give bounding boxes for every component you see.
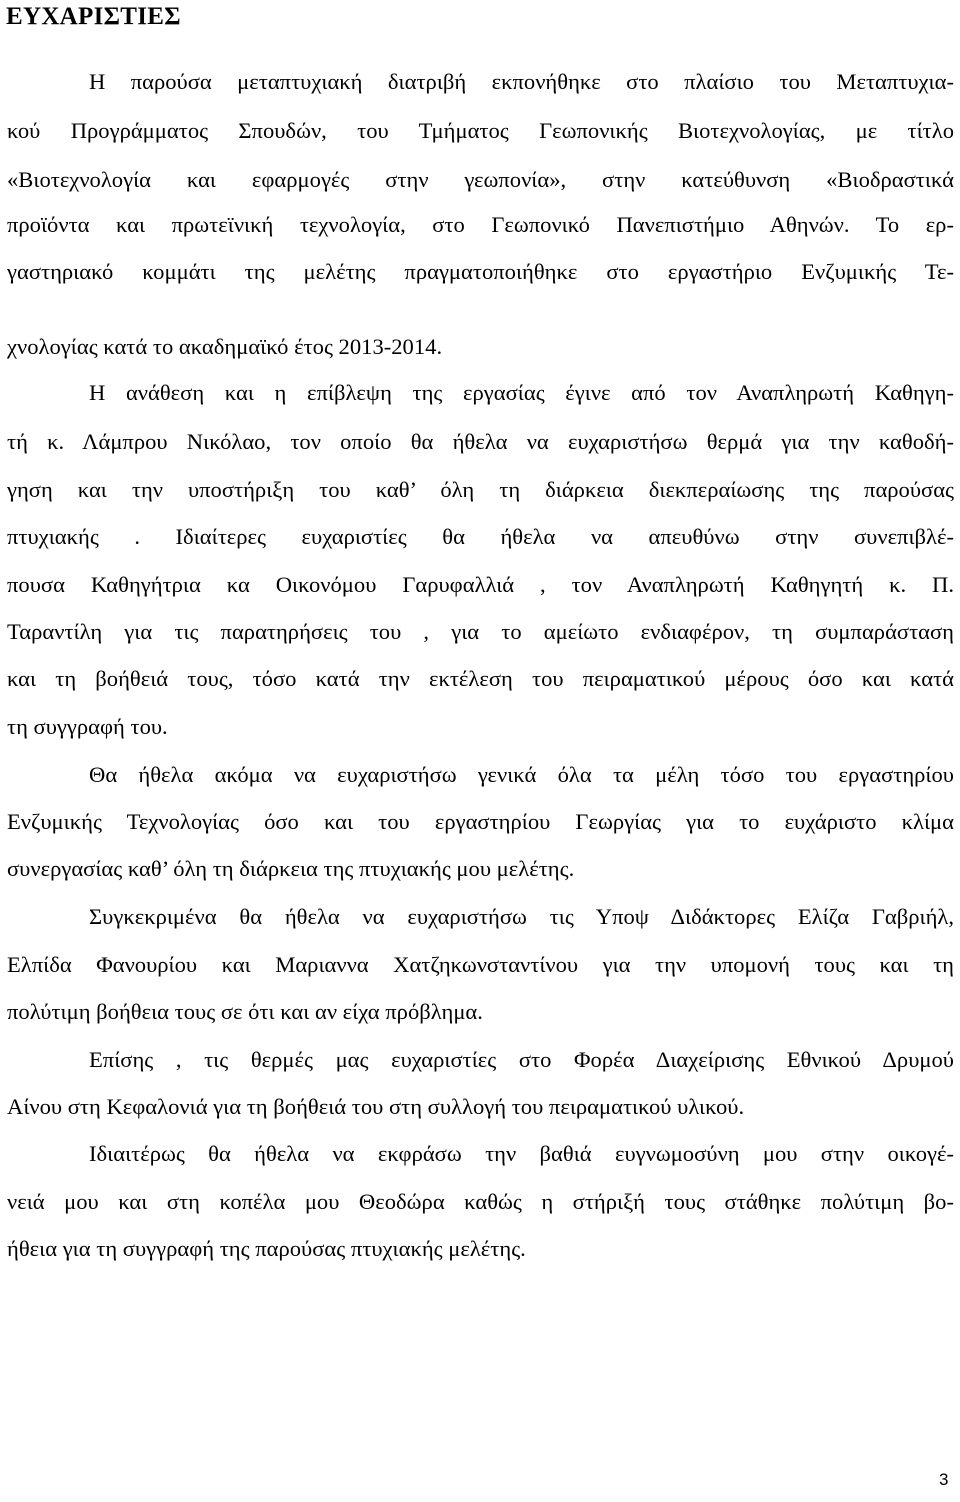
- text-line: συνεργασίας καθ’ όλη τη διάρκεια της πτυχιακής μου μελέτης.: [7, 856, 575, 881]
- text-line: πτυχιακής . Ιδιαίτερες ευχαριστίες θα ήθελα να απευθύνω στην συνεπιβλέ-: [7, 524, 954, 549]
- text-line: πολύτιμη βοήθεια τους σε ότι και αν είχα πρόβλημα.: [7, 999, 483, 1024]
- page-number: 3: [939, 1470, 949, 1489]
- text-line: πουσα Καθηγήτρια κα Οικονόμου Γαρυφαλλιά , τον Αναπληρωτή Καθηγητή κ. Π.: [7, 572, 954, 597]
- text-line: γαστηριακό κομμάτι της μελέτης πραγματοποιήθηκε στο εργαστήριο Ενζυμικής Τε-: [7, 259, 954, 284]
- text-line: «Βιοτεχνολογία και εφαρμογές στην γεωπονία», στην κατεύθυνση «Βιοδραστικά: [7, 167, 954, 192]
- text-line: Ταραντίλη για τις παρατηρήσεις του , για το αμείωτο ενδιαφέρον, τη συμπαράσταση: [7, 619, 954, 644]
- text-line: Η ανάθεση και η επίβλεψη της εργασίας έγινε από τον Αναπληρωτή Καθηγη-: [89, 380, 954, 405]
- text-line: τη συγγραφή του.: [7, 714, 168, 739]
- text-line: κού Προγράμματος Σπουδών, του Τμήματος Γεωπονικής Βιοτεχνολογίας, με τίτλο: [7, 118, 954, 143]
- text-line: προϊόντα και πρωτεϊνική τεχνολογία, στο Γεωπονικό Πανεπιστήμιο Αθηνών. Το ερ-: [7, 212, 954, 237]
- page-title: ΕΥΧΑΡΙΣΤΙΕΣ: [6, 3, 181, 30]
- text-line: Αίνου στη Κεφαλονιά για τη βοήθειά του στη συλλογή του πειραματικού υλικού.: [7, 1094, 745, 1119]
- text-line: γηση και την υποστήριξη του καθ’ όλη τη διάρκεια διεκπεραίωσης της παρούσας: [7, 477, 954, 502]
- text-line: Ενζυμικής Τεχνολογίας όσο και του εργαστηρίου Γεωργίας για το ευχάριστο κλίμα: [7, 809, 954, 834]
- text-line: ήθεια για τη συγγραφή της παρούσας πτυχιακής μελέτης.: [7, 1236, 526, 1261]
- text-line: χνολογίας κατά το ακαδημαϊκό έτος 2013-2014.: [7, 334, 443, 359]
- text-line: νειά μου και στη κοπέλα μου Θεοδώρα καθώς η στήριξή τους στάθηκε πολύτιμη βο-: [7, 1189, 954, 1214]
- text-line: Επίσης , τις θερμές μας ευχαριστίες στο Φορέα Διαχείρισης Εθνικού Δρυμού: [89, 1047, 954, 1072]
- text-line: τή κ. Λάμπρου Νικόλαο, τον οποίο θα ήθελα να ευχαριστήσω θερμά για την καθοδή-: [7, 429, 954, 454]
- text-line: Ιδιαιτέρως θα ήθελα να εκφράσω την βαθιά ευγνωμοσύνη μου στην οικογέ-: [89, 1141, 954, 1166]
- text-line: Συγκεκριμένα θα ήθελα να ευχαριστήσω τις Υποψ Διδάκτορες Ελίζα Γαβριήλ,: [89, 904, 954, 929]
- text-line: και τη βοήθειά τους, τόσο κατά την εκτέλεση του πειραματικού μέρους όσο και κατά: [7, 666, 954, 691]
- text-line: Θα ήθελα ακόμα να ευχαριστήσω γενικά όλα τα μέλη τόσο του εργαστηρίου: [89, 762, 954, 787]
- text-line: Ελπίδα Φανουρίου και Μαριαννα Χατζηκωνσταντίνου για την υπομονή τους και τη: [7, 952, 954, 977]
- text-line: Η παρούσα μεταπτυχιακή διατριβή εκπονήθηκε στο πλαίσιο του Μεταπτυχια-: [89, 69, 954, 94]
